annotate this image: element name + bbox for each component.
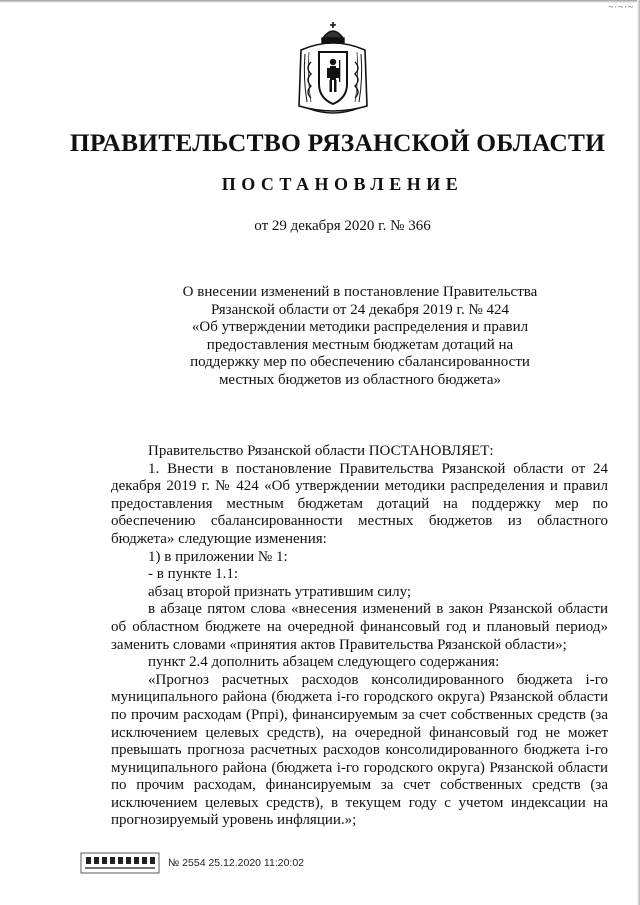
crown-icon bbox=[322, 22, 344, 43]
body-paragraph-5: в абзаце пятом слова «внесения изменений в закон Рязанской области об областном бюджете на очередной финансовый год и плановый период» заменить словами «принятия актов Правительства Рязанской области»; bbox=[111, 601, 608, 653]
decree-subject bbox=[150, 284, 570, 389]
body-paragraph-3: - в пункте 1.1: bbox=[148, 566, 239, 583]
subject-line: предоставления местным бюджетам дотаций на bbox=[206, 336, 514, 353]
subject-line: поддержку мер по обеспечению сбалансированности bbox=[190, 354, 530, 370]
government-title: ПРАВИТЕЛЬСТВО РЯЗАНСКОЙ ОБЛАСТИ bbox=[69, 128, 606, 157]
corner-mark: ~·~·~ bbox=[608, 2, 634, 12]
subject-line: О внесении изменений в постановление Правительства bbox=[182, 284, 538, 300]
coat-of-arms-icon bbox=[293, 18, 373, 118]
body-paragraph-2: 1) в приложении № 1: bbox=[148, 548, 288, 565]
body-paragraph-6: пункт 2.4 дополнить абзацем следующего содержания: bbox=[148, 654, 500, 671]
scan-edge-top bbox=[0, 0, 640, 3]
registry-stamp-icon bbox=[80, 851, 160, 875]
decree-body bbox=[111, 443, 608, 830]
registration-footer bbox=[80, 851, 304, 875]
body-paragraph-4: абзац второй признать утратившим силу; bbox=[148, 583, 412, 600]
subject-line: Рязанской области от 24 декабря 2019 г. № 424 bbox=[210, 301, 510, 318]
document-type: ПОСТАНОВЛЕНИЕ bbox=[221, 174, 464, 194]
body-paragraph-1: 1. Внести в постановление Правительства Рязанской области от 24 декабря 2019 г. № 424 «Об утверждении методики распределения и правил предоставления местным бюджетам дотаций на поддержку мер по обеспечению сбалансированности местных бюджетов из областного бюджета» следующие изменения: bbox=[111, 460, 608, 547]
body-paragraph-7: «Прогноз расчетных расходов консолидированного бюджета i-го муниципального района (бюджета i-го городского округа) Рязанской области по прочим расходам (Рпрi), финансируемым за счет собственных средств (за исключением целевых средств), на очередной финансовый год не может превышать прогноза расчетных расходов консолидированного бюджета i-го муниципального района (бюджета i-го городского округа) Рязанской области по прочим расходам, финансируемым за счет собственных средств (за исключением целевых средств), в текущем году с учетом индексации на прогнозируемый уровень инфляции.»; bbox=[111, 671, 608, 829]
subject-line: «Об утверждении методики распределения и правил bbox=[191, 319, 529, 335]
registration-number: № 2554 25.12.2020 11:20:02 bbox=[168, 857, 305, 869]
decree-date-number: от 29 декабря 2020 г. № 366 bbox=[254, 218, 431, 234]
body-intro: Правительство Рязанской области ПОСТАНОВЛЯЕТ: bbox=[148, 443, 494, 459]
subject-line: местных бюджетов из областного бюджета» bbox=[218, 371, 502, 388]
